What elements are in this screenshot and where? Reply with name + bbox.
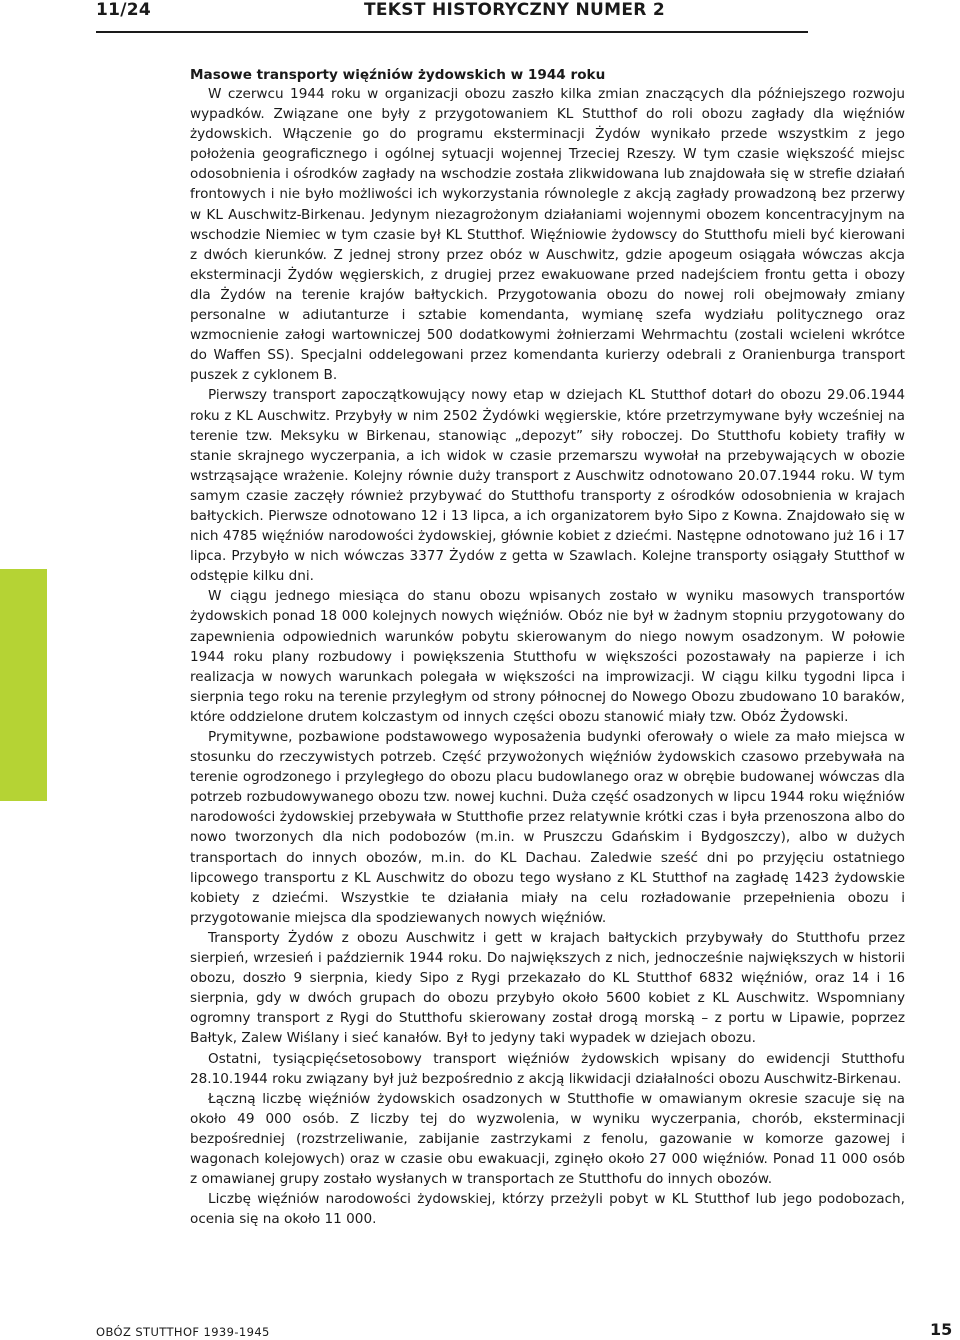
- article-paragraph: W ciągu jednego miesiąca do stanu obozu wpisanych zostało w wyniku masowych transportów żydowskich ponad 18 000 kolejnych nowych więźniów. Obóz nie był w żadnym stopniu przygotowany do zapewnienia odpowiednich warunków pobytu skierowanym do niego nowym osadzonym. W połowie 1944 roku plany rozbudowy i powiększenia Stutthofu w większości pozostawały na papierze i ich realizacja w nowych warunkach polegała w większości na improwizacji. W ciągu kilku tygodni lipca i sierpnia tego roku na terenie przyległym od strony północnej do Nowego Obozu zbudowano 10 baraków, które oddzielone drutem kolczastym od innych części obozu stanowić miały tzw. Obóz Żydowski.: [190, 588, 905, 725]
- article-paragraph: Ostatni, tysiącpięćsetosobowy transport więźniów żydowskich wpisany do ewidencji Stutthofu 28.10.1944 roku związany był już bezpośrednio z akcją likwidacji działalności obozu Auschwitz-Birkenau.: [190, 1050, 905, 1087]
- page-counter: 11/24: [96, 0, 152, 20]
- article-paragraph: W czerwcu 1944 roku w organizacji obozu zaszło kilka zmian znaczących dla późniejszego rozwoju wypadków. Związane one były z przygotowaniem KL Stutthof do roli obozu zagłady dla więźniów żydowskich. Włączenie go do programu eksterminacji Żydów wynikało przede wszystkim z jego położenia geograficznego i ogólnej sytuacji wojennej Trzeciej Rzeszy. W tym czasie większość miejsc odosobnienia i ośrodków zagłady na wschodzie została zlikwidowana lub znajdowała się w strefie działań frontowych i nie było możliwości ich wykorzystania równolegle z akcją zagłady prowadzoną bez przerwy w KL Auschwitz-Birkenau. Jedynym niezagrożonym działaniami wojennymi obozem koncentracyjnym na wschodzie Niemiec w tym czasie był KL Stutthof. Więźniowie żydowscy do Stutthofu mieli być kierowani z dwóch kierunków. Z jednej strony przez obóz w Auschwitz, gdzie apogeum osiągała wówczas akcja eksterminacji Żydów węgierskich, z drugiej przez ewakuowane przed nadejściem frontu getta i obozy dla Żydów na terenie krajów bałtyckich. Przygotowania obozu do nowej roli obejmowały zmiany personalne w adiutanturze i sztabie komendanta, wymianę szefa wydziału politycznego oraz wzmocnienie załogi wartowniczej 500 dodatkowymi żołnierzami Wehrmachtu (zostali wcieleni wkrótce do Waffen SS). Specjalni oddelegowani przez komendanta kurierzy odebrali z Oranienburga transport puszek z cyklonem B.: [190, 86, 905, 384]
- header-title: TEKST HISTORYCZNY NUMER 2: [364, 0, 666, 20]
- article-paragraph: Pierwszy transport zapoczątkowujący nowy etap w dziejach KL Stutthof dotarł do obozu 29.06.1944 roku z KL Auschwitz. Przybyły w nim 2502 Żydówki węgierskie, które przetrzymywane były wcześniej na terenie tzw. Meksyku w Birkenau, stanowiąc „depozyt” siły roboczej. Do Stutthofu kobiety trafiły w stanie skrajnego wyczerpania, a ich widok w czasie przemarszu wywołał na przebywających w obozie wstrząsające wrażenie. Kolejny równie duży transport z Auschwitz odnotowano 20.07.1944 roku. W tym samym czasie zaczęły również przybywać do Stutthofu transporty z ośrodków odosobnienia w krajach bałtyckich. Pierwsze odnotowano 12 i 13 lipca, a ich organizatorem było Sipo z Kowna. Znajdowało się w nich 4785 więźniów narodowości żydowskiej, głównie kobiet z dziećmi. Następne odnotowano już 16 i 17 lipca. Przybyło w nich wówczas 3377 Żydów z getta w Szawlach. Kolejne transporty osiągały Stutthof w odstępie kilku dni.: [190, 387, 905, 585]
- side-accent-bar: [0, 569, 47, 801]
- article-paragraph: Liczbę więźniów narodowości żydowskiej, którzy przeżyli pobyt w KL Stutthof lub jego podobozach, ocenia się na około 11 000.: [190, 1191, 905, 1228]
- page-number: 15: [930, 1320, 953, 1339]
- page-header: [96, 0, 808, 33]
- article-title: Masowe transporty więźniów żydowskich w 1944 roku: [190, 67, 606, 83]
- article-paragraph: Prymitywne, pozbawione podstawowego wyposażenia budynki oferowały o wiele za mało miejsca w stosunku do rzeczywistych potrzeb. Część przywożonych więźniów żydowskich czasowo przebywała na terenie ogrodzonego i przyległego do obozu placu budowlanego oraz w obrębie budowanej wówczas dla potrzeb rozbudowywanego obozu tzw. nowej kuchni. Duża część osadzonych w lipcu 1944 roku więźniów narodowości żydowskiej przebywała w Stutthofie przez relatywnie krótki czas i była przenoszona albo do nowo tworzonych dla nich podobozów (m.in. w Pruszczu Gdańskim i Bydgoszczy), albo w dużych transportach do innych obozów, m.in. do KL Dachau. Zaledwie sześć dni po przyjęciu ostatniego lipcowego transportu z KL Auschwitz do obozu tego wysłano z KL Stutthof na zagładę 1423 żydowskie kobiety z dziećmi. Wszystkie te działania miały na celu rozładowanie przepełnienia obozu i przygotowanie miejsca dla spodziewanych nowych więźniów.: [190, 729, 905, 926]
- footer-publication: OBÓZ STUTTHOF 1939-1945: [96, 1325, 270, 1339]
- article: [190, 66, 905, 1229]
- article-paragraph: Transporty Żydów z obozu Auschwitz i gett w krajach bałtyckich przybywały do Stutthofu przez sierpień, wrzesień i październik 1944 roku. Do największych z nich, jednocześnie największych w historii obozu, doszło 9 sierpnia, kiedy Sipo z Rygi przekazało do KL Stutthof 6832 więźniów, oraz 14 i 16 sierpnia, gdy w dwóch grupach do obozu przybyło około 5600 kobiet z KL Auschwitz. Wspomniany ogromny transport z Rygi do Stutthofu skierowany został drogą morską – z portu w Lipawie, poprzez Bałtyk, Zalew Wiślany i sieć kanałów. Był to jedyny taki wypadek w dziejach obozu.: [190, 929, 905, 1047]
- article-paragraph: Łączną liczbę więźniów żydowskich osadzonych w Stutthofie w omawianym okresie szacuje się na około 49 000 osób. Z liczby tej do wyzwolenia, w wyniku wyczerpania, chorób, eksterminacji bezpośredniej (rozstrzeliwanie, zabijanie zastrzykami z fenolu, gazowanie w komorze gazowej i wagonach kolejowych) oraz w czasie obu ewakuacji, zginęło około 27 000 więźniów. Ponad 11 000 osób z omawianej grupy zostało wysłanych w transportach ze Stutthofu do innych obozów.: [190, 1090, 905, 1188]
